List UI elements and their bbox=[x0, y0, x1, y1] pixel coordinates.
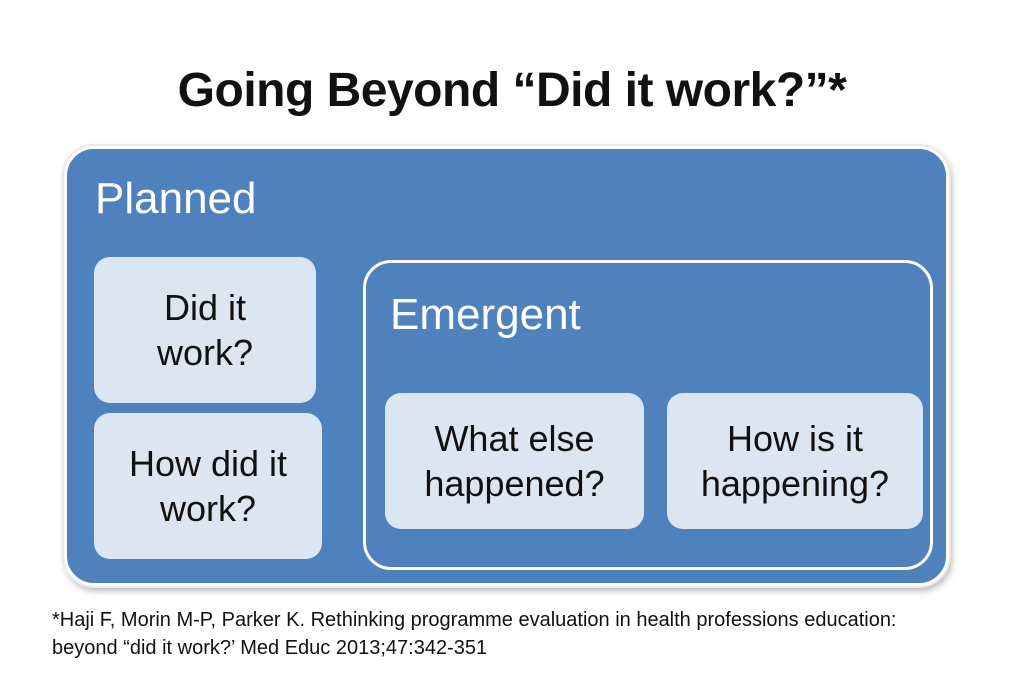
card-text-line: Did it bbox=[163, 287, 247, 328]
did-it-work-card bbox=[94, 257, 316, 403]
card-text-line: What else bbox=[434, 418, 595, 459]
card-text-line: How did it bbox=[128, 443, 288, 484]
emergent-box bbox=[363, 260, 933, 570]
citation-footnote bbox=[52, 606, 992, 662]
how-is-it-happening-card bbox=[667, 393, 923, 529]
footnote-line: *Haji F, Morin M-P, Parker K. Rethinking programme evaluation in health professions education: bbox=[52, 609, 897, 631]
slide-title: Going Beyond “Did it work?”* bbox=[177, 64, 847, 117]
footnote-line: beyond “did it work?’ Med Educ 2013;47:342-351 bbox=[52, 637, 488, 659]
emergent-label: Emergent bbox=[390, 290, 581, 339]
card-text-line: happened? bbox=[424, 463, 605, 504]
what-else-happened-card bbox=[385, 393, 644, 529]
planned-box bbox=[64, 146, 949, 586]
card-text-line: work? bbox=[159, 488, 257, 529]
card-text-line: work? bbox=[156, 332, 254, 373]
how-did-it-work-card bbox=[94, 413, 322, 559]
card-text-line: How is it bbox=[726, 418, 863, 459]
card-text-line: happening? bbox=[700, 463, 890, 504]
planned-label: Planned bbox=[95, 174, 257, 223]
